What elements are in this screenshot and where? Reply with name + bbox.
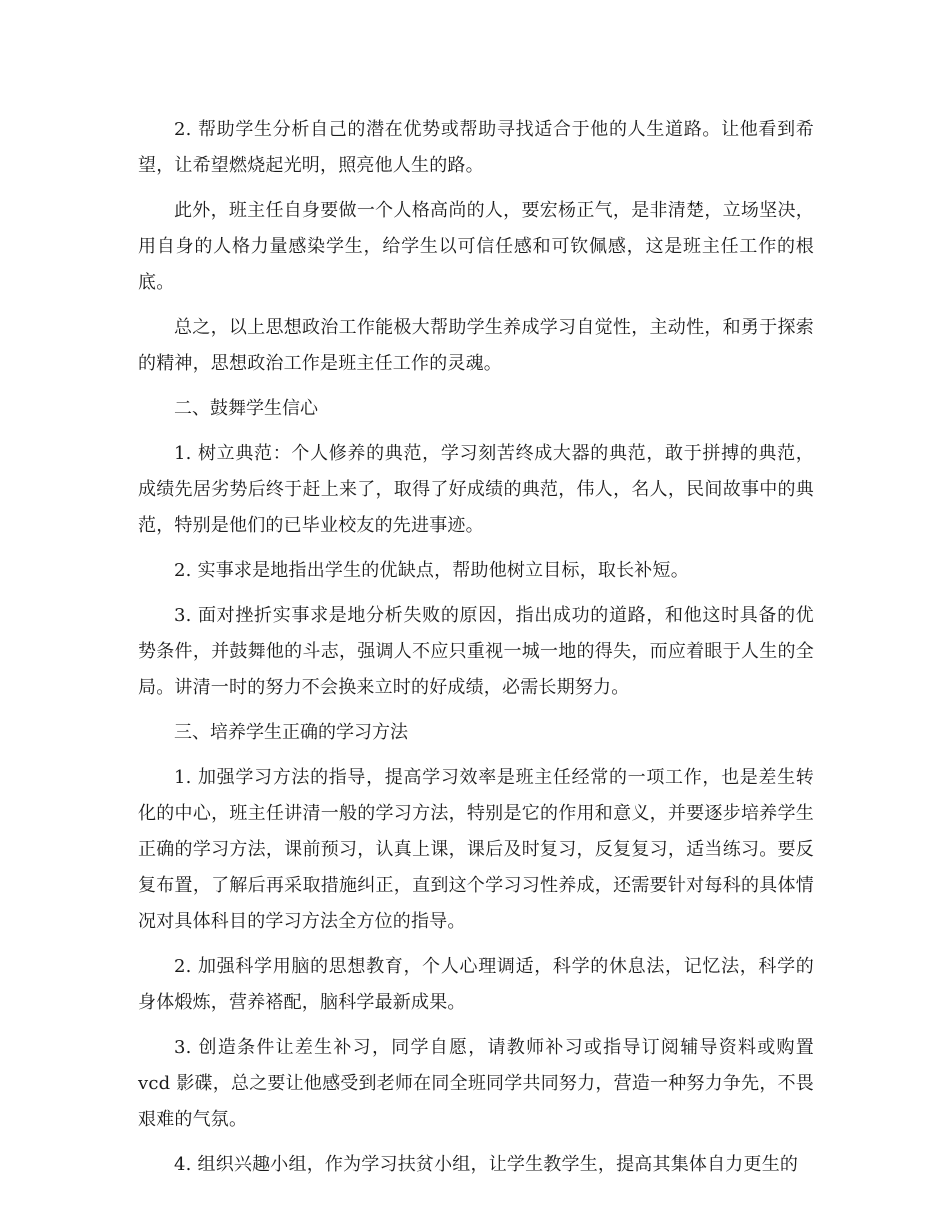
paragraph-summary-political-work: 总之，以上思想政治工作能极大帮助学生养成学习自觉性，主动性，和勇于探索的精神，思想政治工作是班主任工作的灵魂。 [138,317,814,374]
paragraph-help-analyze-potential: 2. 帮助学生分析自己的潜在优势或帮助寻找适合于他的人生道路。让他看到希望，让希望燃烧起光明，照亮他人生的路。 [138,119,814,176]
paragraph-teacher-character: 此外，班主任自身要做一个人格高尚的人，要宏杨正气，是非清楚，立场坚决，用自身的人格力量感染学生，给学生以可信任感和可钦佩感，这是班主任工作的根底。 [138,200,814,293]
paragraph-interest-groups: 4. 组织兴趣小组，作为学习扶贫小组，让学生教学生，提高其集体自力更生的 [174,1154,799,1175]
paragraph-scientific-brain-use: 2. 加强科学用脑的思想教育，个人心理调适，科学的休息法，记忆法，科学的身体煅炼，营养褡配，脑科学最新成果。 [138,956,814,1013]
section-heading-study-methods: 三、培养学生正确的学习方法 [174,722,408,743]
paragraph-point-out-strengths: 2. 实事求是地指出学生的优缺点，帮助他树立目标，取长补短。 [174,560,689,581]
document-page [138,112,814,1192]
paragraph-role-models: 1. 树立典范：个人修养的典范，学习刻苦终成大器的典范，敢于拼搏的典范，成绩先居劣势后终于赶上来了，取得了好成绩的典范，伟人，名人，民间故事中的典范，特别是他们的已毕业校友的先进事迹。 [138,443,814,536]
paragraph-facing-setbacks: 3. 面对挫折实事求是地分析失败的原因，指出成功的道路，和他这时具备的优势条件，并鼓舞他的斗志，强调人不应只重视一城一地的得失，而应着眼于人生的全局。讲清一时的努力不会换来立时的好成绩，必需长期努力。 [138,605,814,698]
paragraph-extra-tutoring: 3. 创造条件让差生补习，同学自愿，请教师补习或指导订阅辅导资料或购置 vcd 影碟，总之要让他感受到老师在同全班同学共同努力，营造一种努力争先，不畏艰难的气氛。 [138,1037,814,1130]
section-heading-encourage-confidence: 二、鼓舞学生信心 [174,398,318,419]
paragraph-method-guidance: 1. 加强学习方法的指导，提高学习效率是班主任经常的一项工作，也是差生转化的中心，班主任讲清一般的学习方法，特别是它的作用和意义，并要逐步培养学生正确的学习方法，课前预习，认真上课，课后及时复习，反复复习，适当练习。要反复布置，了解后再采取措施纠正，直到这个学习习性养成，还需要针对每科的具体情况对具体科目的学习方法全方位的指导。 [138,767,814,932]
